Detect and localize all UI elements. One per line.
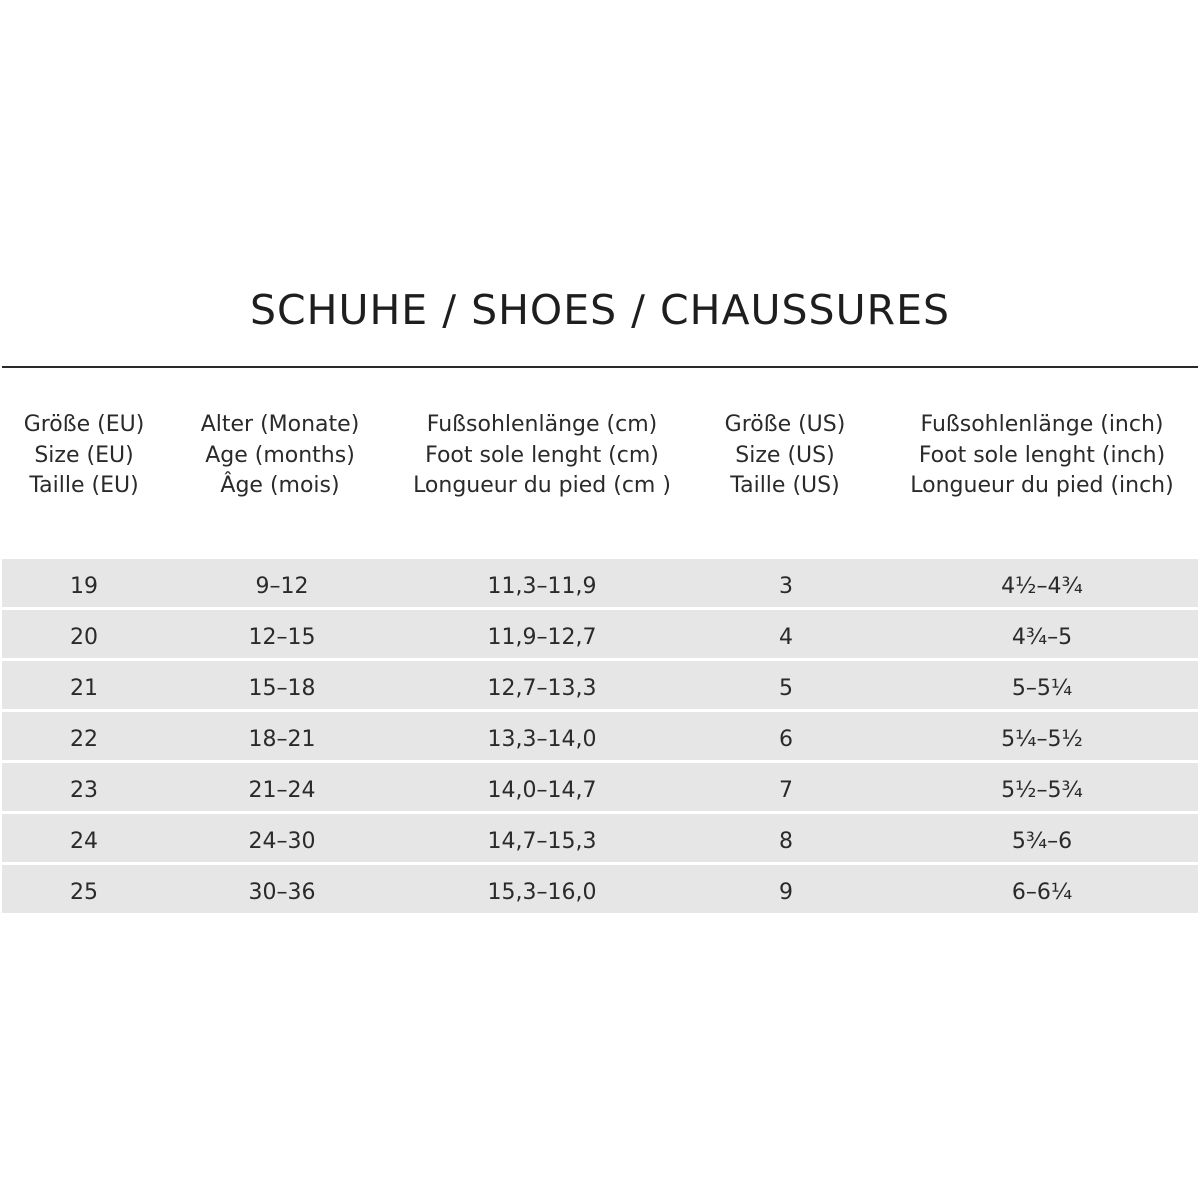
header-age (180, 410, 380, 502)
table-row (2, 610, 1198, 658)
cell-size-us: 5 (779, 676, 793, 701)
header-label-de: Größe (EU) (23, 412, 145, 437)
header-label-de: Größe (US) (724, 412, 846, 437)
header-label-en: Foot sole lenght (inch) (918, 442, 1166, 468)
header-label-en: Size (EU) (34, 442, 134, 468)
cell-size-us: 9 (779, 880, 793, 905)
header-label-fr: Longueur du pied (inch) (910, 473, 1174, 498)
header-label-de: Alter (Monate) (200, 412, 360, 437)
cell-size-eu: 24 (70, 829, 98, 854)
table-row (2, 865, 1198, 913)
cell-foot-length-cm: 11,3–11,9 (487, 574, 597, 599)
table-row (2, 712, 1198, 760)
cell-foot-length-cm: 14,0–14,7 (487, 778, 597, 803)
cell-size-us: 6 (779, 727, 793, 752)
cell-size-eu: 19 (70, 574, 98, 599)
cell-foot-length-inch: 5¾–6 (1011, 829, 1073, 854)
cell-age: 30–36 (248, 880, 316, 905)
table-row (2, 559, 1198, 607)
header-size-eu (14, 410, 154, 502)
table-row (2, 661, 1198, 709)
cell-age: 15–18 (248, 676, 316, 701)
cell-age: 9–12 (255, 574, 309, 599)
cell-size-eu: 20 (70, 625, 98, 650)
cell-age: 21–24 (248, 778, 316, 803)
table-header (0, 410, 1200, 510)
cell-foot-length-cm: 13,3–14,0 (487, 727, 597, 752)
cell-foot-length-inch: 4½–4¾ (1001, 574, 1083, 599)
cell-foot-length-cm: 14,7–15,3 (487, 829, 597, 854)
header-label-fr: Taille (US) (730, 473, 840, 498)
cell-size-eu: 23 (70, 778, 98, 803)
title-divider (2, 366, 1198, 368)
cell-foot-length-cm: 11,9–12,7 (487, 625, 597, 650)
cell-size-us: 4 (779, 625, 793, 650)
header-label-fr: Taille (EU) (29, 473, 139, 498)
header-foot-length-cm (400, 410, 684, 502)
header-label-de: Fußsohlenlänge (inch) (920, 412, 1164, 437)
cell-foot-length-inch: 5¼–5½ (1001, 727, 1083, 752)
cell-age: 24–30 (248, 829, 316, 854)
cell-size-eu: 25 (70, 880, 98, 905)
cell-size-us: 7 (779, 778, 793, 803)
cell-foot-length-inch: 4¾–5 (1011, 625, 1073, 650)
cell-foot-length-inch: 6–6¼ (1011, 880, 1073, 905)
header-label-en: Size (US) (735, 442, 835, 468)
table-row (2, 763, 1198, 811)
cell-age: 18–21 (248, 727, 316, 752)
cell-size-us: 8 (779, 829, 793, 854)
header-label-de: Fußsohlenlänge (cm) (426, 412, 658, 437)
cell-size-eu: 21 (70, 676, 98, 701)
cell-age: 12–15 (248, 625, 316, 650)
cell-size-us: 3 (779, 574, 793, 599)
header-label-fr: Âge (mois) (220, 473, 340, 498)
header-label-en: Age (months) (205, 442, 355, 468)
size-table (2, 559, 1198, 916)
cell-foot-length-inch: 5½–5¾ (1001, 778, 1083, 803)
cell-foot-length-cm: 15,3–16,0 (487, 880, 597, 905)
page-title: SCHUHE / SHOES / CHAUSSURES (249, 286, 951, 334)
cell-foot-length-inch: 5–5¼ (1011, 676, 1073, 701)
header-label-fr: Longueur du pied (cm ) (413, 473, 671, 498)
table-row (2, 814, 1198, 862)
cell-foot-length-cm: 12,7–13,3 (487, 676, 597, 701)
header-foot-length-inch (892, 410, 1192, 502)
header-size-us (710, 410, 860, 502)
header-label-en: Foot sole lenght (cm) (425, 442, 659, 468)
cell-size-eu: 22 (70, 727, 98, 752)
